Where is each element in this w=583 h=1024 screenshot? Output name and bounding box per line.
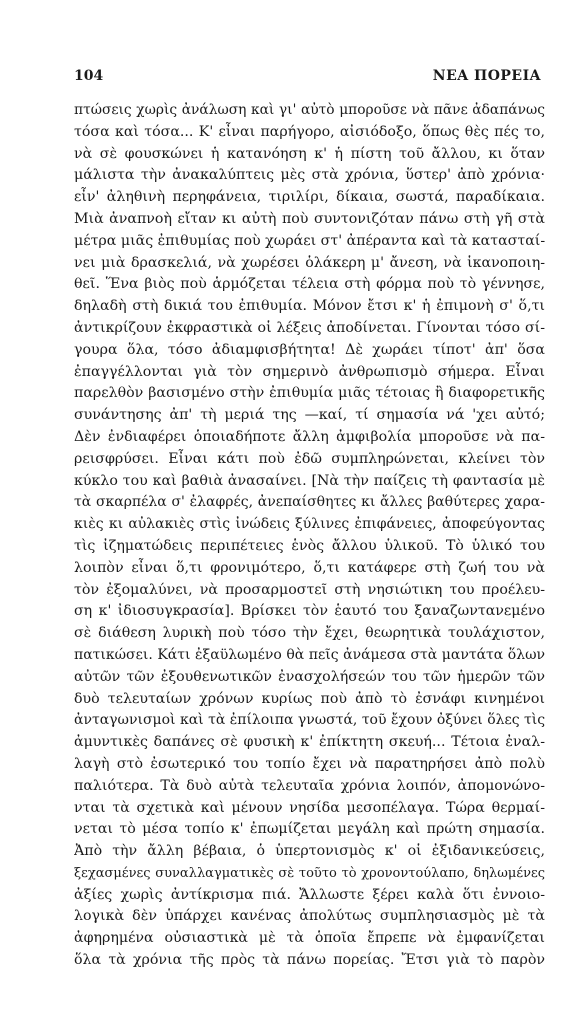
text-line: Μιὰ ἀναπνοὴ εἴταν κι αὐτὴ ποὺ συντονιζόταν πάνω στὴ γῆ στὰ [74,210,545,227]
page-header [74,68,541,90]
text-line: ἀνταγωνισμοὶ καὶ τὰ ἐπίλοιπα γνωστά, τοῦ ἔχουν ὀξύνει ὅλες τὶς [74,712,545,729]
body-text [74,100,545,972]
page-number: 104 [74,68,104,84]
text-line: τόσα καὶ τόσα... Κ' εἶναι παρήγορο, αἰσιόδοξο, ὅπως θὲς πές το, [74,123,545,140]
text-line: γουρα ὅλα, τόσο ἀδιαμφισβήτητα! Δὲ χωράει τίποτ' ἀπ' ὅσα [74,341,545,358]
text-line: μάλιστα τὴν ἀνακαλύπτεις μὲς στὰ χρόνια, ὕστερ' ἀπὸ χρόνια· [74,167,545,184]
text-line: θεῖ. Ἕνα βιὸς ποὺ ἁρμόζεται τέλεια στὴ φόρμα ποὺ τὸ γέννησε, [74,276,545,293]
text-line: πτώσεις χωρὶς ἀνάλωση καὶ γι' αὐτὸ μποροῦσε νὰ πᾶνε ἀδαπάνως [74,102,545,118]
text-line: πατικώσει. Κάτι ἐξαϋλωμένο θὰ πεῖς ἀνάμεσα στὰ μαντάτα ὅλων [74,646,545,663]
text-line: ὅλα τὰ χρόνια τῆς πρὸς τὰ πάνω πορείας. Ἔτσι γιὰ τὸ παρὸν [74,952,545,969]
text-line: λογικὰ δὲν ὑπάρχει κανένας ἀπολύτως συμπλησιασμὸς μὲ τὰ [74,908,545,925]
text-line: λοιπὸν εἶναι ὅ,τι φρονιμότερο, ὅ,τι κατάφερε στὴ ζωή του νὰ [74,559,545,576]
text-line: τὰ σκαρπέλα σ' ἐλαφρές, ἀνεπαίσθητες κι ἄλλες βαθύτερες χαρα- [74,494,545,511]
text-line: Ἀπὸ τὴν ἄλλη βέβαια, ὁ ὑπερτονισμὸς κ' οἱ ἐξιδανικεύσεις, [74,843,545,860]
text-line: νεται τὸ μέσα τοπίο κ' ἐπωμίζεται μεγάλη καὶ πρώτη σημασία. [74,821,545,838]
text-line: νται τὰ σχετικὰ καὶ μένουν νησίδα μεσοπέλαγα. Τώρα θερμαί- [74,799,545,816]
text-line: εἶν' ἀληθινὴ περηφάνεια, τιριλίρι, δίκαια, σωστά, παραδίκαια. [74,189,545,206]
text-line: σὲ διάθεση λυρικὴ ποὺ τόσο τὴν ἔχει, θεωρητικὰ τουλάχιστον, [74,625,545,642]
text-line: ἀξίες χωρὶς ἀντίκρισμα πιά. Ἄλλωστε ξέρει καλὰ ὅτι ἐννοιο- [74,886,545,903]
text-line: νὰ σὲ φουσκώνει ἡ κατανόηση κ' ἡ πίστη τοῦ ἄλλου, κι ὅταν [74,145,545,162]
text-line: Δὲν ἐνδιαφέρει ὁποιαδήποτε ἄλλη ἀμφιβολία μποροῦσε νὰ πα- [74,428,545,445]
text-line: παλιότερα. Τὰ δυὸ αὐτὰ τελευταῖα χρόνια λοιπόν, ἀπομονώνο- [74,777,545,794]
text-line: μέτρα μιᾶς ἐπιθυμίας ποὺ χωράει στ' ἀπέραντα καὶ τὰ κατασταί- [74,232,545,249]
text-line: παρελθὸν βασισμένο στὴν ἐπιθυμία μιᾶς τέτοιας ἢ διαφορετικῆς [74,385,545,402]
text-line: αὐτῶν τῶν ἐξουθενωτικῶν ἐνασχολήσεών του τῶν ἡμερῶν τῶν [74,668,545,685]
text-line: νει μιὰ δρασκελιά, νὰ χωρέσει ὁλάκερη μ' ἄνεση, νὰ ἱκανοποιη- [74,254,545,271]
text-line: λαγὴ στὸ ἐσωτερικό του τοπίο ἔχει νὰ παρατηρήσει ἀπὸ πολὺ [74,755,545,772]
text-line: τὸν ἐξομαλύνει, νὰ προσαρμοστεῖ στὴ νησιώτικη του προέλευ- [74,581,545,598]
text-line: ἀφηρημένα οὐσιαστικὰ μὲ τὰ ὁποῖα ἔπρεπε νὰ ἐμφανίζεται [74,930,545,947]
text-line: ἀμυντικὲς δαπάνες σὲ φυσικὴ κ' ἐπίκτητη σκευή... Τέτοια ἐναλ- [74,734,545,751]
text-line: κύκλο του καὶ βαθιὰ ἀνασαίνει. [Νὰ τὴν παίζεις τὴ φαντασία μὲ [74,472,545,489]
text-line: κιὲς κι αὐλακιὲς στὶς ἰνώδεις ξύλινες ἐπιφάνειες, ἀποφεύγοντας [74,516,545,533]
text-line: συνάντησης ἀπ' τὴ μεριά της —καί, τί σημασία νά 'χει αὐτό; [74,407,545,424]
text-line: ξεχασμένες συναλλαγματικὲς σὲ τοῦτο τὸ χρονοντούλαπο, δηλωμένες [74,865,545,881]
text-line: δυὸ τελευταίων χρόνων κυρίως ποὺ ἀπὸ τὸ ἐσνάφι κινημένοι [74,690,545,707]
text-line: ἀντικρίζουν ἐκφραστικὰ οἱ λέξεις ἀποδίνεται. Γίνονται τόσο σί- [74,319,545,336]
text-line: ση κ' ἰδιοσυγκρασία]. Βρίσκει τὸν ἑαυτό του ξαναζωντανεμένο [74,603,545,620]
text-line: ρεισφρύσει. Εἶναι κάτι ποὺ ἐδῶ συμπληρώνεται, κλείνει τὸν [74,450,545,467]
running-title: ΝΕΑ ΠΟΡΕΙΑ [432,68,541,84]
text-line: ἐπαγγέλλονται γιὰ τὸν σημερινὸ ἀνθρωπισμὸ σήμερα. Εἶναι [74,363,545,380]
text-line: δηλαδὴ στὴ δικιά του ἐπιθυμία. Μόνον ἔτσι κ' ἡ ἐπιμονὴ σ' ὅ,τι [74,298,545,315]
text-line: τὶς ἰζηματώδεις περιπέτειες ἑνὸς ἄλλου ὑλικοῦ. Τὸ ὑλικό του [74,537,545,554]
